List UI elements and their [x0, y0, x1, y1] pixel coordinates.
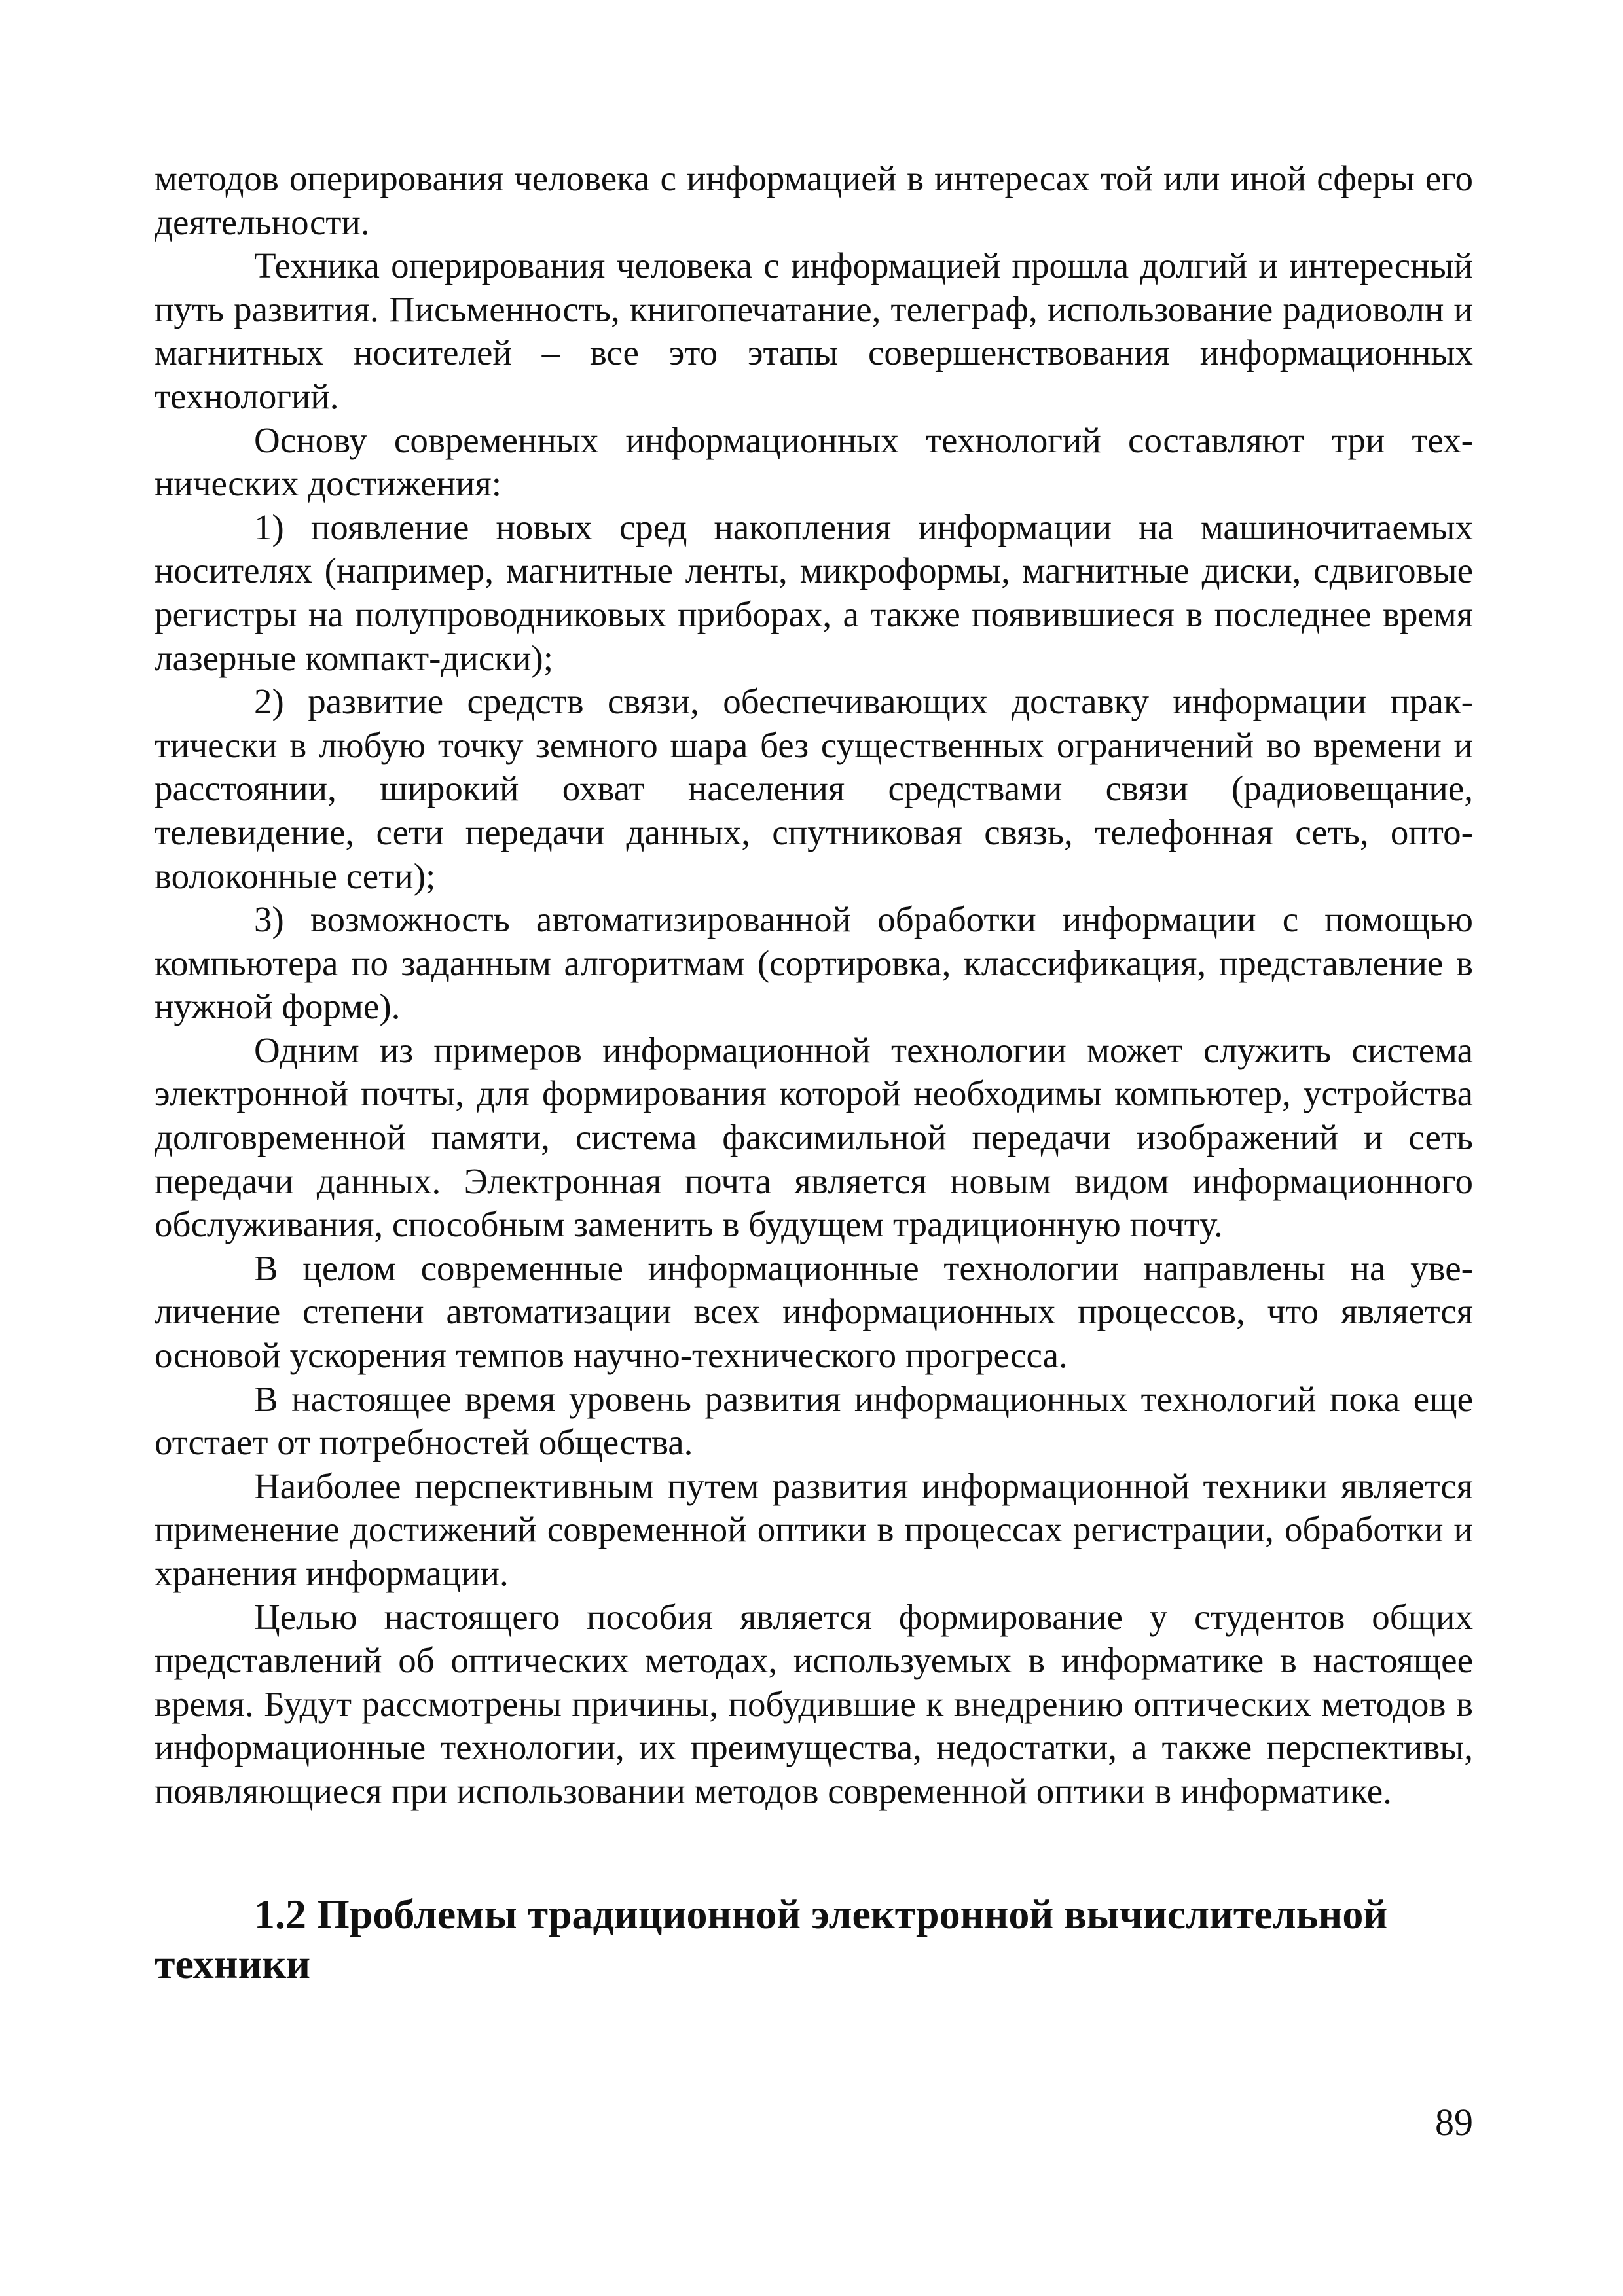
paragraph-current-level: В настоящее время уровень развития информационных технологий пока еще отстает от потребностей общества. [155, 1378, 1473, 1463]
list-item-processing: 3) возможность автоматизированной обработки информации с помощью компьютера по заданным алгоритмам (сортировка, классификация, представление в нужной форме). [155, 899, 1473, 1027]
paragraph-optics-perspective: Наиболее перспективным путем развития информационной техники является применение достижений современной оптики в процессах регистрации, обработки и хранения информации. [155, 1465, 1473, 1593]
paragraph-history: Техника оперирования человека с информацией прошла долгий и интересный путь развития. Письменность, книгопечатание, телеграф, использование радиоволн и магнитных носителей – все это этапы совершенствования информационных технологий. [155, 245, 1473, 416]
paragraph-automation: В целом современные информационные технологии направлены на увеличение степени автоматизации всех информационных процессов, что является основой ускорения темпов научно-технического прогресса. [155, 1247, 1473, 1376]
list-item-storage: 1) появление новых сред накопления информации на машиночитаемых носителях (например, магнитные ленты, микроформы, магнитные диски, сдвиговые регистры на полупроводниковых приборах, а также появившиеся в последнее время лазерные компакт-диски); [155, 507, 1473, 678]
paragraph-continuation: методов оперирования человека с информацией в интересах той или иной сферы его деятельности. [155, 158, 1473, 242]
paragraph-email-example: Одним из примеров информационной технологии может служить система электронной почты, для формирования которой необходимы компьютер, устройства долговременной памяти, система факсимильной передачи изображений и сеть передачи данных. Электронная почта является новым видом информационного обслуживания, способным заменить в будущем традиционную почту. [155, 1030, 1473, 1245]
list-item-communication: 2) развитие средств связи, обеспечивающих доставку информации практически в любую точку земного шара без существенных ограничений во времени и расстоянии, широкий охват населения средствами связи (радиовещание, телевидение, сети передачи данных, спутниковая связь, телефонная сеть, оптоволоконные сети); [155, 681, 1473, 896]
section-heading: 1.2 Проблемы традиционной электронной вычислительной техники [155, 1890, 1388, 1987]
paragraph-purpose: Целью настоящего пособия является формирование у студентов общих представлений об оптических методах, используемых в информатике в настоящее время. Будут рассмотрены причины, побудившие к внедрению оптических методов в информационные технологии, их преимущества, недостатки, а также перспективы, появляющиеся при использовании методов современной оптики в информатике. [155, 1596, 1473, 1811]
document-page [155, 157, 1473, 1989]
paragraph-basis: Основу современных информационных технологий составляют три технических достижения: [155, 420, 1473, 504]
page-number: 89 [1435, 2101, 1473, 2144]
